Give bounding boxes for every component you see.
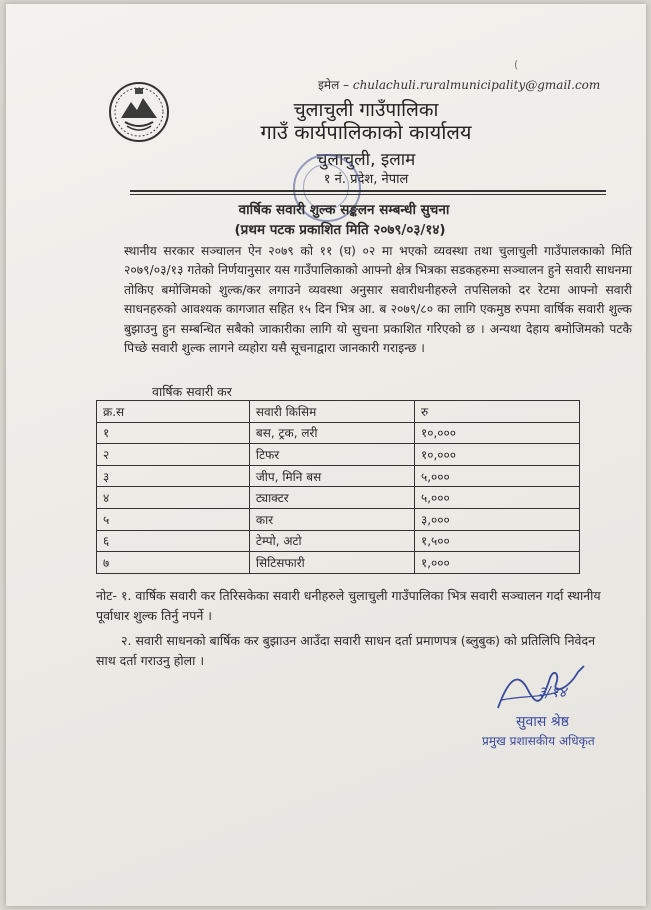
table-row — [97, 465, 580, 487]
row-vehicle-type: टिफर — [249, 444, 414, 466]
row-vehicle-type: टेम्पो, अटो — [249, 530, 414, 552]
row-amount: १,५०० — [414, 530, 579, 552]
row-vehicle-type: कार — [249, 508, 414, 530]
vehicle-tax-table — [96, 400, 580, 574]
table-row — [97, 422, 580, 444]
row-amount: ५,००० — [414, 465, 579, 487]
row-sn: ३ — [97, 465, 250, 487]
office-name: गाउँ कार्यपालिकाको कार्यालय — [260, 120, 472, 144]
column-header-vehicle-type: सवारी किसिम — [249, 401, 414, 423]
column-header-sn: क्र.स — [97, 401, 250, 423]
row-amount: १०,००० — [414, 422, 579, 444]
row-amount: ५,००० — [414, 487, 579, 509]
notice-body: स्थानीय सरकार सञ्चालन ऐन २०७९ को ११ (घ) ०२ मा भएको व्यवस्था तथा चुलाचुली गाउँपालकाको मिति २०७९/०३/१३ गतेको निर्णयानुसार यस गाउँपालिकाको आफ्नो क्षेत्र भित्रका सडकहरुमा सञ्चालन हुने सवारी साधनमा तोकिए बमोजिमको शुल्क/कर लगाउने व्यवस्था अनुसार सवारीधनीहरुले तपसिलको दर रेटमा आफ्नो सवारी साधनहरुको आवश्यक कागजात सहित १५ दिन भित्र आ. ब २०७९/८० का लागि एकमुष्ठ रुपमा वार्षिक सवारी शुल्क बुझाउनु हुन सम्बन्धित सबैको जाकारीका लागि यो सुचना प्रकाशित गरिएको छ । अन्यथा देहाय बमोजिमको पटकै पिच्छे सवारी शुल्क लागने व्यहोरा यसै सूचनाद्वारा जानकारी गराइन्छ । — [124, 244, 632, 356]
row-sn: ७ — [97, 552, 250, 574]
row-vehicle-type: जीप, मिनि बस — [249, 465, 414, 487]
row-sn: ४ — [97, 487, 250, 509]
row-sn: ६ — [97, 530, 250, 552]
signatory-title: प्रमुख प्रशासकीय अधिकृत — [482, 734, 595, 748]
email-line — [318, 76, 600, 93]
row-vehicle-type: बस, ट्रक, लरी — [249, 422, 414, 444]
table-row — [97, 444, 580, 466]
notes-section — [96, 586, 616, 670]
table-caption: वार्षिक सवारी कर — [152, 384, 232, 399]
row-sn: २ — [97, 444, 250, 466]
notice-title: वार्षिक सवारी शुल्क सङ्कलन सम्बन्धी सुचना — [238, 202, 450, 218]
table-row — [97, 530, 580, 552]
notice-subtitle: (प्रथम पटक प्रकाशित मिति २०७९/०३/१४) — [234, 222, 446, 238]
table-row — [97, 508, 580, 530]
row-vehicle-type: सिटिसफारी — [249, 552, 414, 574]
header-divider — [130, 190, 606, 192]
notice-page — [6, 4, 646, 906]
row-vehicle-type: ट्याक्टर — [249, 487, 414, 509]
note-2: २. सवारी साधनको बार्षिक कर बुझाउन आउँदा सवारी साधन दर्ता प्रमाणपत्र (ब्लुबुक) को प्रतिलिपि निवेदन साथ दर्ता गराउनु होला । — [96, 633, 596, 668]
row-amount: १०,००० — [414, 444, 579, 466]
table-row — [97, 487, 580, 509]
column-header-amount: रु — [414, 401, 579, 423]
row-sn: ५ — [97, 508, 250, 530]
row-amount: ३,००० — [414, 508, 579, 530]
row-sn: १ — [97, 422, 250, 444]
corner-mark: ( — [514, 58, 519, 71]
table-row — [97, 552, 580, 574]
org-name: चुलाचुली गाउँपालिका — [293, 99, 439, 121]
header-divider-thin — [130, 194, 606, 195]
office-location: चुलाचुली, इलाम — [316, 150, 416, 170]
signatory-name: सुवास श्रेष्ठ — [516, 714, 569, 730]
email-address: chulachuli.ruralmunicipality@gmail.com — [352, 78, 601, 92]
note-1: नोट- १. वार्षिक सवारी कर तिरिसकेका सवारी धनीहरुले चुलाचुली गाउँपालिका भित्र सवारी सञ्चालन गर्दा स्थानीय पूर्वाधार शुल्क तिर्नु नपर्ने । — [96, 588, 601, 623]
row-amount: १,००० — [414, 552, 579, 574]
email-label: इमेल – — [318, 78, 350, 92]
signature-date: ३/१४ — [538, 683, 567, 701]
table-header-row — [97, 401, 580, 423]
province-line: १ नं. प्रदेश, नेपाल — [323, 172, 409, 187]
